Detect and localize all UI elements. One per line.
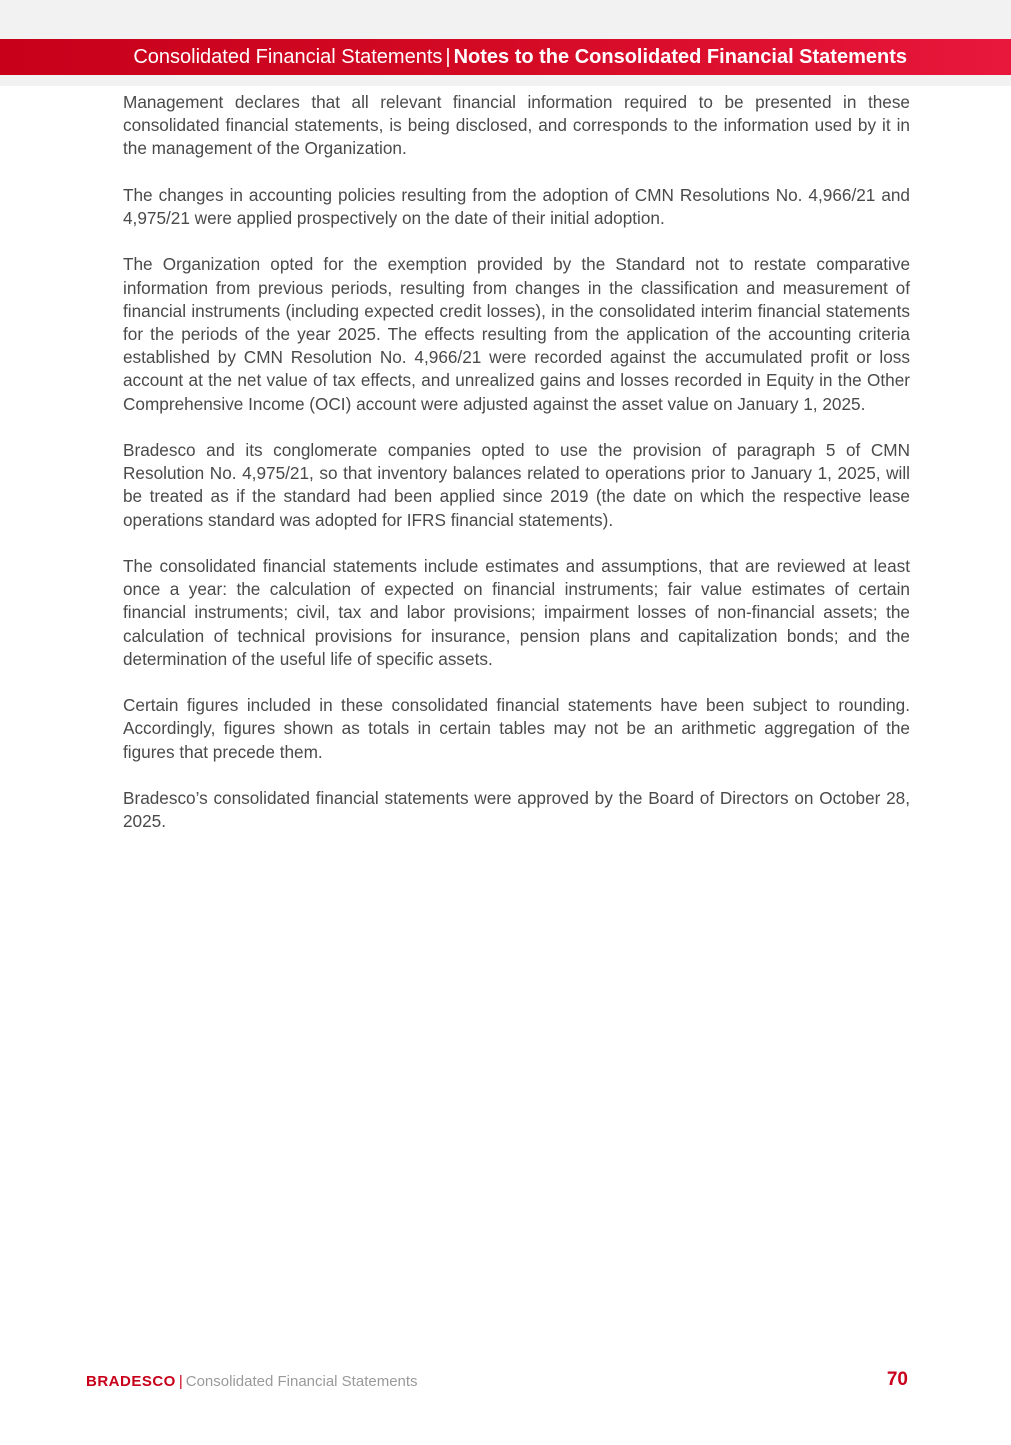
header-separator: | [445,46,451,68]
paragraph-estimates-assumptions: The consolidated financial statements include estimates and assumptions, that are reviewed at least once a year: the calculation of expected on financial instruments; fair value estimates of certain financial instruments; civil, tax and labor provisions; impairment losses of non-financial assets; the calculation of technical provisions for insurance, pension plans and capitalization bonds; and the determination of the useful life of specific assets. [123,556,910,669]
footer-document-title: Consolidated Financial Statements [185,1373,418,1390]
header-subsection-title: Notes to the Consolidated Financial Statements [453,46,907,68]
paragraph-rounding: Certain figures included in these consolidated financial statements have been subject to rounding. Accordingly, figures shown as totals in certain tables may not be an arithmetic aggregation of the figures that precede them. [123,695,910,762]
footer-separator: | [178,1373,183,1390]
page-footer [86,1370,908,1394]
paragraph-management-declaration: Management declares that all relevant financial information required to be presented in these consolidated financial statements, is being disclosed, and corresponds to the information used by it in the management of the Organization. [123,92,910,159]
footer-brand: BRADESCO [86,1373,176,1390]
paragraph-board-approval: Bradesco’s consolidated financial statements were approved by the Board of Directors on October 28, 2025. [123,788,910,832]
header-section-title: Consolidated Financial Statements [133,46,443,68]
page-header-band [0,39,1011,75]
paragraph-restatement-exemption: The Organization opted for the exemption provided by the Standard not to restate comparative information from previous periods, resulting from changes in the classification and measurement of financial instruments (including expected credit losses), in the consolidated interim financial statements for the periods of the year 2025. The effects resulting from the application of the accounting criteria established by CMN Resolution No. 4,966/21 were recorded against the accumulated profit or loss account at the net value of tax effects, and unrealized gains and losses recorded in Equity in the Other Comprehensive Income (OCI) account were adjusted against the asset value on January 1, 2025. [123,254,910,414]
page-number: 70 [886,1369,908,1390]
paragraph-accounting-policy-changes: The changes in accounting policies resulting from the adoption of CMN Resolutions No. 4,966/21 and 4,975/21 were applied prospectively on the date of their initial adoption. [123,184,910,228]
header-title [133,39,907,75]
document-body [123,91,910,857]
paragraph-lease-provision: Bradesco and its conglomerate companies opted to use the provision of paragraph 5 of CMN Resolution No. 4,975/21, so that inventory balances related to operations prior to January 1, 2025, will be treated as if the standard had been applied since 2019 (the date on which the respective lease operations standard was adopted for IFRS financial statements). [123,440,910,530]
